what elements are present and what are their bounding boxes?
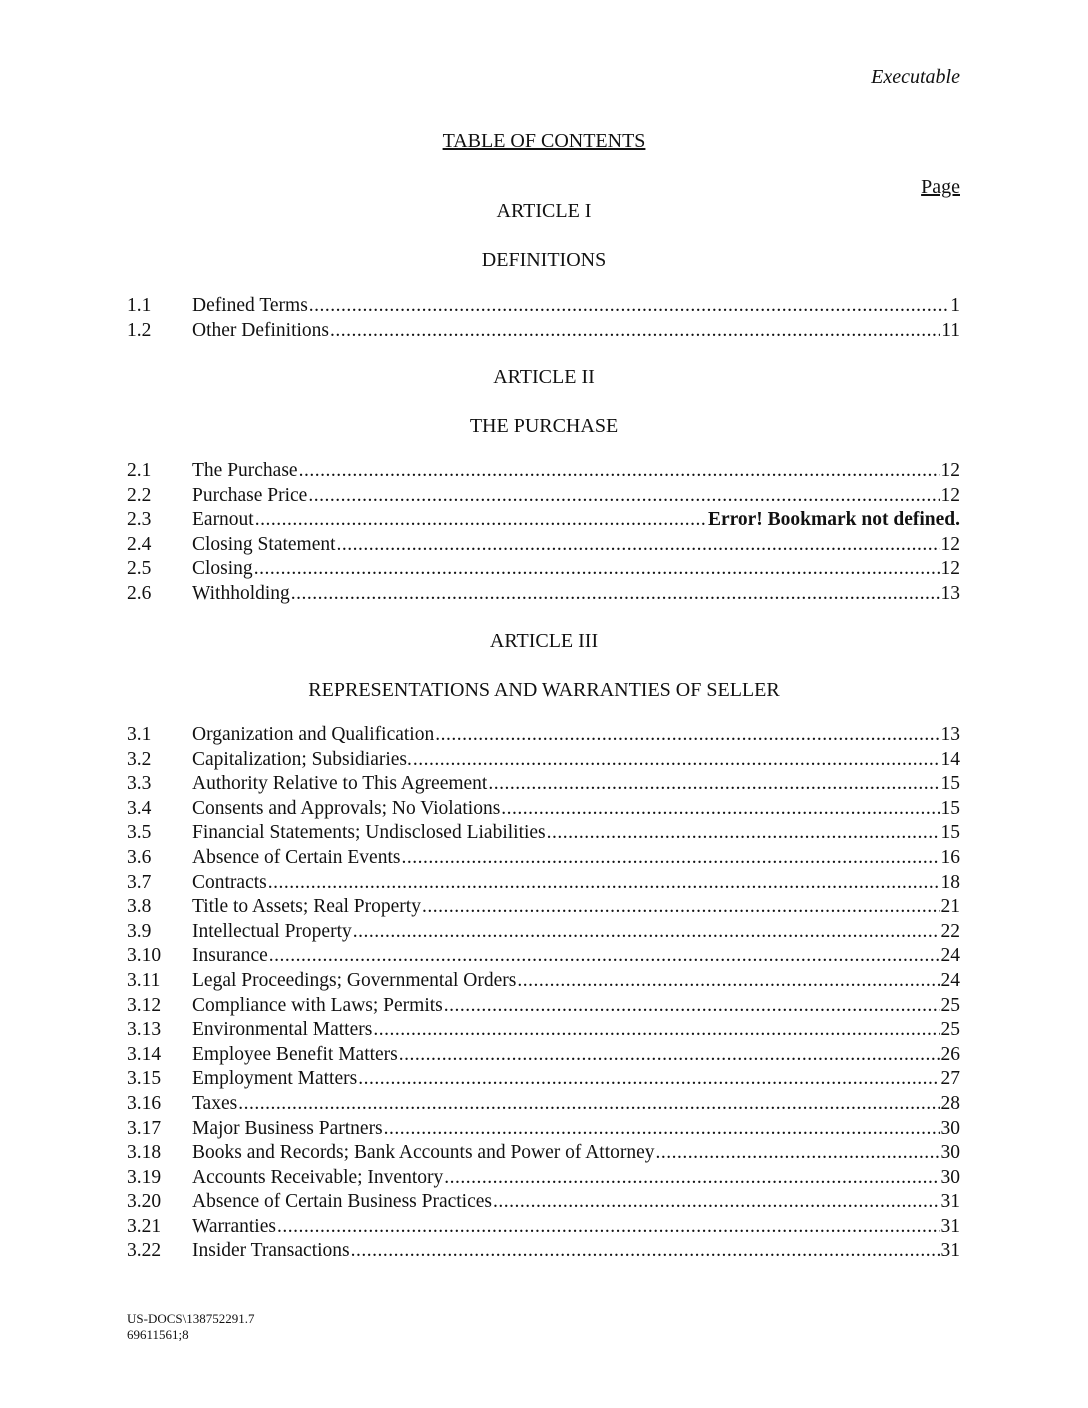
section-title: Consents and Approvals; No Violations bbox=[192, 797, 501, 819]
toc-entry[interactable] bbox=[127, 1141, 960, 1166]
toc-entry[interactable] bbox=[127, 1043, 960, 1068]
toc-entry[interactable] bbox=[127, 484, 960, 509]
section-page: 15 bbox=[940, 822, 960, 844]
section-title: Intellectual Property bbox=[192, 920, 352, 942]
section-page: 25 bbox=[940, 1019, 960, 1041]
footer-ref: 69611561;8 bbox=[127, 1327, 189, 1342]
section-page: 14 bbox=[940, 748, 960, 770]
section-number: 3.6 bbox=[127, 846, 152, 868]
toc-entry[interactable] bbox=[127, 1117, 960, 1142]
toc-entry[interactable] bbox=[127, 557, 960, 582]
section-title: Taxes bbox=[192, 1092, 238, 1114]
article-title: THE PURCHASE bbox=[469, 415, 619, 437]
dot-leader bbox=[444, 1166, 939, 1191]
section-number: 3.14 bbox=[127, 1043, 162, 1065]
section-page: 31 bbox=[940, 1215, 960, 1237]
section-number: 1.2 bbox=[127, 319, 152, 341]
section-title: Environmental Matters bbox=[192, 1019, 373, 1041]
dot-leader bbox=[337, 533, 940, 558]
section-number: 2.4 bbox=[127, 533, 152, 555]
section-page: 12 bbox=[940, 533, 960, 555]
section-page: 28 bbox=[940, 1092, 960, 1114]
section-number: 3.18 bbox=[127, 1142, 162, 1164]
section-title: Closing Statement bbox=[192, 533, 336, 555]
toc-entry[interactable] bbox=[127, 1018, 960, 1043]
section-number: 3.5 bbox=[127, 822, 152, 844]
article-number: ARTICLE III bbox=[489, 630, 599, 652]
section-title: Insurance bbox=[192, 945, 268, 967]
section-title: Major Business Partners bbox=[192, 1117, 383, 1139]
section-title: Purchase Price bbox=[192, 484, 308, 506]
dot-leader bbox=[384, 1117, 940, 1142]
article-title: REPRESENTATIONS AND WARRANTIES OF SELLER bbox=[308, 679, 780, 701]
toc-entry[interactable] bbox=[127, 723, 960, 748]
section-page: 26 bbox=[940, 1043, 960, 1065]
dot-leader bbox=[656, 1141, 940, 1166]
section-page: 11 bbox=[941, 319, 960, 341]
section-title: Organization and Qualification bbox=[192, 724, 435, 745]
toc-entry[interactable] bbox=[127, 994, 960, 1019]
article-title: DEFINITIONS bbox=[481, 249, 607, 271]
toc-entry[interactable] bbox=[127, 294, 960, 319]
article-number: ARTICLE I bbox=[496, 200, 592, 222]
section-list bbox=[127, 723, 960, 1264]
section-page: 24 bbox=[940, 945, 960, 967]
section-page: 15 bbox=[940, 797, 960, 819]
section-page: 30 bbox=[940, 1142, 960, 1164]
dot-leader bbox=[435, 723, 939, 748]
section-number: 3.17 bbox=[127, 1117, 162, 1139]
section-page: 18 bbox=[940, 871, 960, 893]
section-number: 3.8 bbox=[127, 896, 152, 918]
executable-label: Executable bbox=[871, 66, 960, 88]
section-number: 3.22 bbox=[127, 1240, 162, 1262]
toc-entry[interactable] bbox=[127, 508, 960, 533]
toc-entry[interactable] bbox=[127, 1166, 960, 1191]
toc-entry[interactable] bbox=[127, 1190, 960, 1215]
toc-entry[interactable] bbox=[127, 969, 960, 994]
section-page: 21 bbox=[940, 896, 960, 918]
dot-leader bbox=[309, 294, 949, 319]
section-number: 3.13 bbox=[127, 1019, 162, 1041]
section-page: 30 bbox=[940, 1166, 960, 1188]
dot-leader bbox=[444, 994, 940, 1019]
section-page: 12 bbox=[940, 484, 960, 506]
section-list bbox=[127, 459, 960, 607]
section-number: 2.3 bbox=[127, 509, 152, 531]
section-page: 12 bbox=[940, 460, 960, 481]
section-title: Books and Records; Bank Accounts and Power of Attorney bbox=[192, 1142, 655, 1164]
section-title: The Purchase bbox=[192, 460, 298, 481]
section-number: 3.16 bbox=[127, 1092, 162, 1114]
section-page: 13 bbox=[940, 582, 960, 604]
dot-leader bbox=[488, 772, 939, 797]
section-page: 31 bbox=[940, 1240, 960, 1262]
section-title: Earnout bbox=[192, 509, 254, 531]
dot-leader bbox=[493, 1190, 939, 1215]
section-title: Withholding bbox=[192, 582, 290, 604]
section-title: Closing bbox=[192, 558, 253, 580]
section-page: 1 bbox=[950, 295, 960, 316]
toc-entry[interactable] bbox=[127, 459, 960, 484]
dot-leader bbox=[277, 1215, 940, 1240]
toc-entry[interactable] bbox=[127, 1239, 960, 1264]
section-title: Absence of Certain Events bbox=[192, 846, 401, 868]
section-number: 3.11 bbox=[127, 969, 161, 991]
section-page: 16 bbox=[940, 846, 960, 868]
section-number: 3.4 bbox=[127, 797, 152, 819]
dot-leader bbox=[517, 969, 939, 994]
section-title: Title to Assets; Real Property bbox=[192, 896, 421, 918]
toc-entry[interactable] bbox=[127, 920, 960, 945]
section-number: 3.15 bbox=[127, 1068, 162, 1090]
toc-entry[interactable] bbox=[127, 319, 960, 344]
section-number: 3.10 bbox=[127, 945, 162, 967]
footer-doc-id: US-DOCS\138752291.7 bbox=[127, 1311, 255, 1326]
section-page: 12 bbox=[940, 558, 960, 580]
section-page: 24 bbox=[940, 969, 960, 991]
dot-leader bbox=[269, 944, 940, 969]
section-title: Warranties bbox=[192, 1215, 276, 1237]
section-page: 15 bbox=[940, 773, 960, 795]
toc-entry[interactable] bbox=[127, 748, 960, 773]
dot-leader bbox=[401, 846, 939, 871]
section-page: 25 bbox=[940, 994, 960, 1016]
section-number: 3.9 bbox=[127, 920, 152, 942]
dot-leader bbox=[547, 821, 940, 846]
section-title: Employee Benefit Matters bbox=[192, 1043, 398, 1065]
toc-title: TABLE OF CONTENTS bbox=[442, 130, 646, 152]
section-number: 2.2 bbox=[127, 484, 152, 506]
dot-leader bbox=[238, 1092, 939, 1117]
toc-entry[interactable] bbox=[127, 533, 960, 558]
section-number: 3.1 bbox=[127, 724, 152, 745]
toc-entry[interactable] bbox=[127, 772, 960, 797]
toc-entry[interactable] bbox=[127, 846, 960, 871]
dot-leader bbox=[351, 1239, 940, 1264]
section-title: Contracts bbox=[192, 871, 267, 893]
section-page: 13 bbox=[940, 724, 960, 745]
section-title: Employment Matters bbox=[192, 1068, 358, 1090]
section-title: Authority Relative to This Agreement bbox=[192, 773, 488, 795]
toc-entry[interactable] bbox=[127, 582, 960, 607]
section-page: 27 bbox=[940, 1068, 960, 1090]
section-page: 22 bbox=[940, 920, 960, 942]
section-title: Absence of Certain Business Practices bbox=[192, 1191, 493, 1213]
section-number: 3.21 bbox=[127, 1215, 162, 1237]
toc-entry[interactable] bbox=[127, 871, 960, 896]
toc-entry[interactable] bbox=[127, 944, 960, 969]
section-page: 30 bbox=[940, 1117, 960, 1139]
section-number: 2.6 bbox=[127, 582, 152, 604]
section-title: Accounts Receivable; Inventory bbox=[192, 1166, 444, 1188]
section-number: 2.5 bbox=[127, 558, 152, 580]
section-number: 3.19 bbox=[127, 1166, 162, 1188]
dot-leader bbox=[373, 1018, 939, 1043]
dot-leader bbox=[254, 557, 940, 582]
section-title: Compliance with Laws; Permits bbox=[192, 994, 443, 1016]
dot-leader bbox=[255, 508, 707, 533]
dot-leader bbox=[422, 895, 940, 920]
dot-leader bbox=[308, 484, 939, 509]
dot-leader bbox=[358, 1067, 939, 1092]
toc-entry[interactable] bbox=[127, 821, 960, 846]
dot-leader bbox=[299, 459, 940, 484]
toc-entry[interactable] bbox=[127, 1067, 960, 1092]
section-number: 3.2 bbox=[127, 748, 152, 770]
section-title: Insider Transactions bbox=[192, 1240, 350, 1262]
section-title: Other Definitions bbox=[192, 319, 330, 341]
section-title: Defined Terms bbox=[192, 295, 308, 316]
dot-leader bbox=[268, 871, 940, 896]
toc-entry[interactable] bbox=[127, 1092, 960, 1117]
section-number: 3.7 bbox=[127, 871, 152, 893]
page-column-label: Page bbox=[921, 176, 960, 198]
dot-leader bbox=[353, 920, 940, 945]
toc-entry[interactable] bbox=[127, 797, 960, 822]
section-title: Financial Statements; Undisclosed Liabilities bbox=[192, 822, 546, 844]
section-list bbox=[127, 294, 960, 343]
section-title: Capitalization; Subsidiaries. bbox=[192, 748, 412, 770]
dot-leader bbox=[291, 582, 940, 607]
section-number: 3.20 bbox=[127, 1191, 162, 1213]
section-number: 2.1 bbox=[127, 460, 152, 481]
dot-leader bbox=[501, 797, 939, 822]
section-page: 31 bbox=[940, 1191, 960, 1213]
dot-leader bbox=[413, 748, 940, 773]
dot-leader bbox=[399, 1043, 940, 1068]
article-number: ARTICLE II bbox=[493, 366, 595, 388]
section-number: 1.1 bbox=[127, 295, 152, 316]
toc-entry[interactable] bbox=[127, 1215, 960, 1240]
section-number: 3.12 bbox=[127, 994, 162, 1016]
section-number: 3.3 bbox=[127, 773, 152, 795]
footer bbox=[127, 1311, 255, 1343]
section-page: Error! Bookmark not defined. bbox=[707, 509, 960, 531]
section-title: Legal Proceedings; Governmental Orders bbox=[192, 969, 517, 991]
dot-leader bbox=[330, 319, 940, 344]
toc-entry[interactable] bbox=[127, 895, 960, 920]
